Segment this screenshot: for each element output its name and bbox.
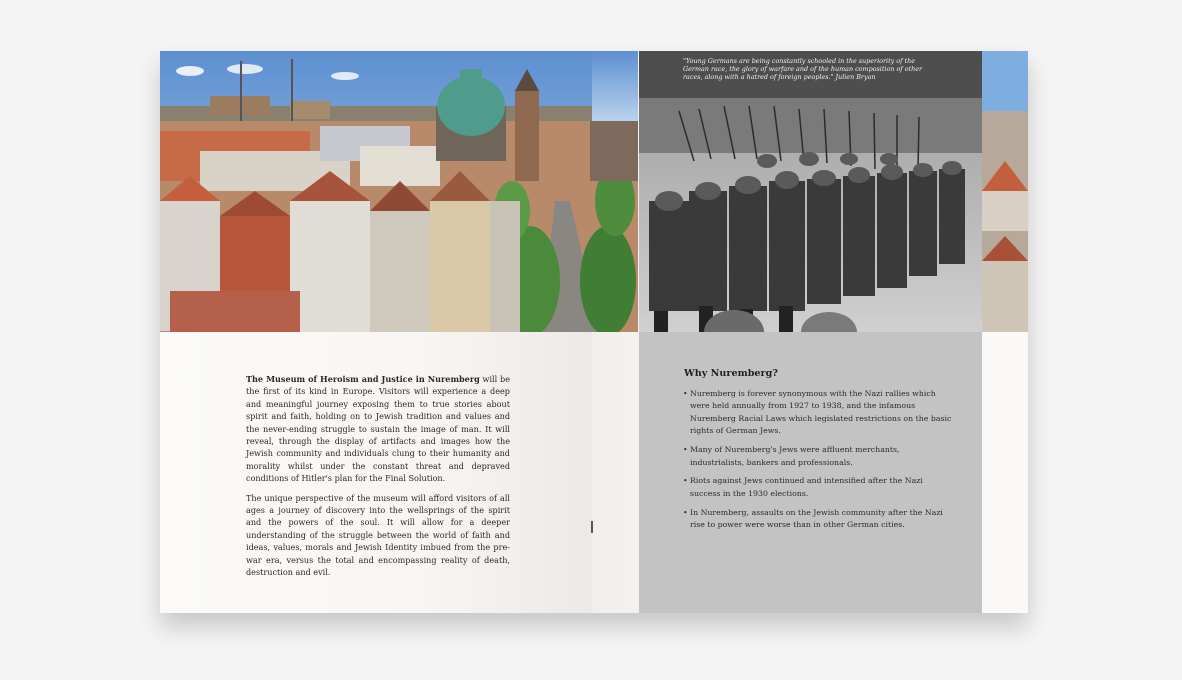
quote-caption: "Young Germans are being constantly schooled in the superiority of the German race, the glory of warfare and of the human composition of other races, along with a hatred of foreign peoples." Julien Bryan: [639, 51, 982, 98]
museum-name: The Museum of Heroism and Justice in Nuremberg: [246, 374, 480, 384]
why-nuremberg-panel: [639, 332, 982, 613]
intro-paragraph-text: will be the first of its kind in Europe. Visitors will experience a deep and meaningful journey exposing them to true stories about spirit and faith, holding on to Jewish tradition and values and the never-ending struggle to sustain the image of man. It will reveal, through the display of artifacts and images how the Jewish community and individuals clung to their humanity and morality whilst under the constant threat and depraved conditions of Hitler's plan for the Final Solution.: [246, 374, 510, 484]
perspective-paragraph: The unique perspective of the museum will afford visitors of all ages a journey of discovery into the wellsprings of the spirit and the powers of the soul. It will allow for a deeper understanding of the struggle between the world of faith and ideas, values, morals and Jewish Identity imbued from the pre-war era, versus the total and encompassing reality of death, destruction and evil.: [246, 492, 510, 578]
museum-description: [246, 373, 510, 586]
bullet-item: • Many of Nuremberg's Jews were affluent merchants, industrialists, bankers and professionals.: [683, 444, 955, 469]
nuremberg-city-photo: [160, 51, 638, 332]
brochure-spread: [160, 51, 1028, 613]
section-title: Why Nuremberg?: [684, 368, 778, 379]
bullet-item: • Nuremberg is forever synonymous with the Nazi rallies which were held annually from 1927 to 1938, and the infamous Nuremberg Racial Laws which legislated restrictions on the basic rights of German Jews.: [683, 388, 955, 438]
bullet-item: • Riots against Jews continued and intensified after the Nazi success in the 1930 elections.: [683, 475, 955, 500]
bullet-list: [683, 388, 955, 538]
spine-mark: [591, 521, 593, 533]
bullet-item: • In Nuremberg, assaults on the Jewish community after the Nazi rise to power were worse than in other German cities.: [683, 507, 955, 532]
intro-paragraph: [246, 373, 510, 485]
street-strip-photo: [982, 51, 1028, 332]
right-page-margin: [982, 332, 1028, 613]
